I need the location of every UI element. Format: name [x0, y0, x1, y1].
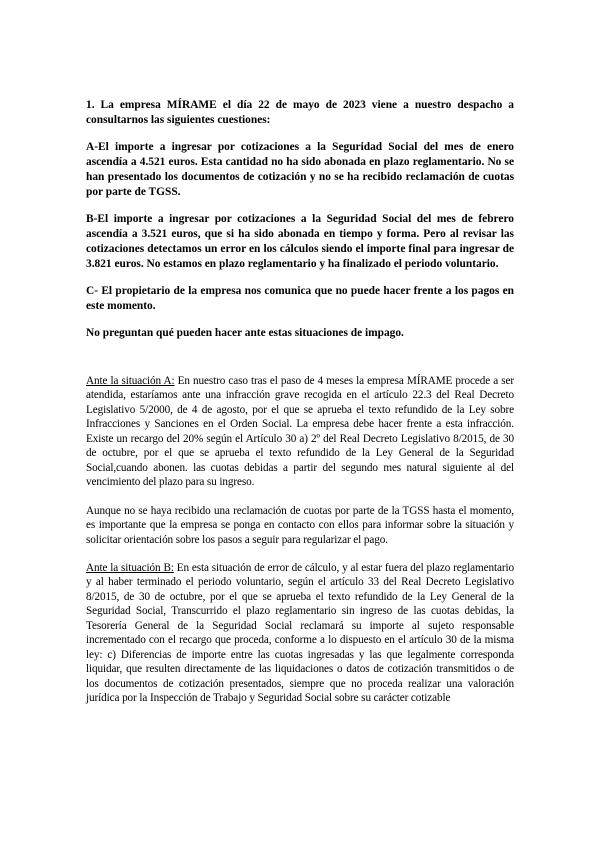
question-a: A-El importe a ingresar por cotizaciones a la Seguridad Social del mes de enero ascendía a 4.521 euros. Esta cantidad no ha sido abonada en plazo reglamentario. No se han presentado los documentos de cotización y no se ha recibido reclamación de cuotas por parte de TGSS.: [86, 141, 514, 198]
question-intro: 1. La empresa MÍRAME el día 22 de mayo de 2023 viene a nuestro despacho a consultarnos las siguientes cuestiones:: [86, 99, 514, 126]
answer-b-text: En esta situación de error de cálculo, y al estar fuera del plazo reglamentario y al haber terminado el periodo voluntario, según el artículo 33 del Real Decreto Legislativo 8/2015, de 30 de octubre, por el que se aprueba el texto refundido de la Ley General de la Seguridad Social, Transcurrido el plazo reglamentario sin ingreso de las cuotas debidas, la Tesorería General de la Seguridad Social reclamará su importe al sujeto responsable incrementado con el recargo que proceda, conforme a lo dispuesto en el artículo 30 de la misma ley: c) Diferencias de importe entre las cuotas ingresadas y las que legalmente corresponda liquidar, que resulten directamente de las liquidaciones o datos de cotización transmitidos o de los documentos de cotización presentados, siempre que no proceda realizar una valoración jurídica por la Inspección de Trabajo y Seguridad Social sobre su carácter cotizable: [86, 561, 514, 705]
answer-a-followup: Aunque no se haya recibido una reclamación de cuotas por parte de la TGSS hasta el momento, es importante que la empresa se ponga en contacto con ellos para informar sobre la situación y solicitar orientación sobre los pasos a seguir para regularizar el pago.: [86, 504, 514, 546]
answer-a-text: En nuestro caso tras el paso de 4 meses la empresa MÍRAME procede a ser atendida, estaríamos ante una infracción grave recogida en el artículo 22.3 del Real Decreto Legislativo 5/2000, de 4 de agosto, por el que se aprueba el texto refundido de la Ley sobre Infracciones y Sanciones en el Orden Social. La empresa debe hacer frente a esta infracción. Existe un recargo del 20% según el Artículo 30 a) 2º del Real Decreto Legislativo 8/2015, de 30 de octubre, por el que se aprueba el texto refundido de la Ley General de la Seguridad Social,cuando abonen. las cuotas debidas a partir del segundo mes natural siguiente al del vencimiento del plazo para su ingreso.: [86, 375, 514, 489]
answer-a: [86, 374, 514, 490]
question-b: B-El importe a ingresar por cotizaciones a la Seguridad Social del mes de febrero ascendía a 3.521 euros, que si ha sido abonada en tiempo y forma. Pero al revisar las cotizaciones detectamos un error en los cálculos siendo el importe final para ingresar de 3.821 euros. No estamos en plazo reglamentario y ha finalizado el periodo voluntario.: [86, 213, 514, 270]
answer-b-label: Ante la situación B:: [86, 561, 174, 574]
question-d: No preguntan qué pueden hacer ante estas situaciones de impago.: [86, 327, 404, 339]
answer-a-label: Ante la situación A:: [86, 375, 175, 387]
answer-b: [86, 561, 514, 706]
document-page: [86, 98, 514, 706]
question-c: C- El propietario de la empresa nos comunica que no puede hacer frente a los pagos en este momento.: [86, 285, 514, 312]
